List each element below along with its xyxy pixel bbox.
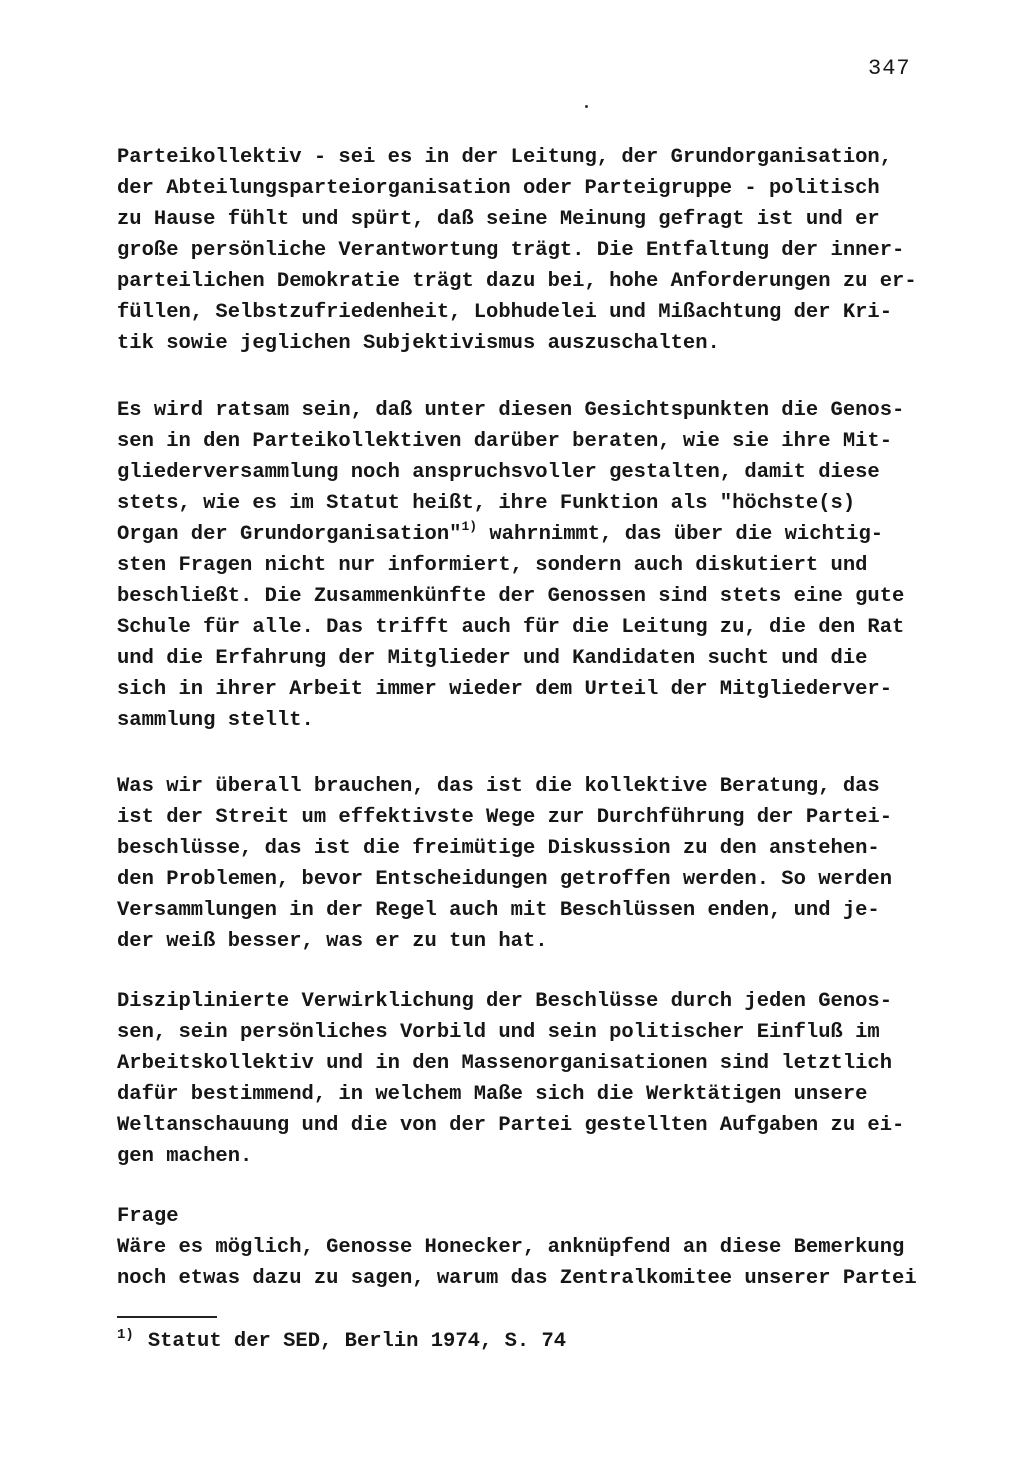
text-line: Wäre es möglich, Genosse Honecker, anknüpfend an diese Bemerkung	[117, 1236, 905, 1259]
text-line: sten Fragen nicht nur informiert, sondern auch diskutiert und	[117, 554, 868, 577]
footnote	[117, 1320, 566, 1357]
text-line: Schule für alle. Das trifft auch für die Leitung zu, die den Rat	[117, 616, 905, 639]
text-line: Weltanschauung und die von der Partei gestellten Aufgaben zu ei-	[117, 1114, 905, 1137]
text-line: der weiß besser, was er zu tun hat.	[117, 930, 548, 953]
text-line: Was wir überall brauchen, das ist die kollektive Beratung, das	[117, 775, 880, 798]
text-line: gen machen.	[117, 1145, 253, 1168]
text-line: Es wird ratsam sein, daß unter diesen Gesichtspunkten die Genos-	[117, 399, 905, 422]
text-line: große persönliche Verantwortung trägt. Die Entfaltung der inner-	[117, 239, 905, 262]
text-line: den Problemen, bevor Entscheidungen getroffen werden. So werden	[117, 868, 893, 891]
page-number: 347	[868, 56, 911, 81]
question-heading: Frage	[117, 1205, 179, 1228]
text-line: dafür bestimmend, in welchem Maße sich die Werktätigen unsere	[117, 1083, 868, 1106]
paragraph-2	[117, 395, 947, 736]
text-line: füllen, Selbstzufriedenheit, Lobhudelei und Mißachtung der Kri-	[117, 301, 893, 324]
paragraph-3	[117, 771, 947, 957]
text-line: sen, sein persönliches Vorbild und sein politischer Einfluß im	[117, 1021, 880, 1044]
text-line: sammlung stellt.	[117, 709, 314, 732]
text-line: sen in den Parteikollektiven darüber beraten, wie sie ihre Mit-	[117, 430, 893, 453]
text-line: zu Hause fühlt und spürt, daß seine Meinung gefragt ist und er	[117, 208, 880, 231]
footnote-reference: 1)	[461, 519, 478, 534]
scan-speck	[585, 105, 588, 108]
text-line: beschließt. Die Zusammenkünfte der Genossen sind stets eine gute	[117, 585, 905, 608]
footnote-divider	[117, 1316, 217, 1318]
text-line: Disziplinierte Verwirklichung der Beschlüsse durch jeden Genos-	[117, 990, 893, 1013]
text-line-with-footnote	[117, 519, 947, 550]
text-line: ist der Streit um effektivste Wege zur Durchführung der Partei-	[117, 806, 893, 829]
text-segment: wahrnimmt, das über die wichtig-	[477, 523, 884, 546]
text-line: und die Erfahrung der Mitglieder und Kandidaten sucht und die	[117, 647, 868, 670]
text-line: Parteikollektiv - sei es in der Leitung, der Grundorganisation,	[117, 146, 893, 169]
paragraph-4	[117, 986, 947, 1172]
text-line: noch etwas dazu zu sagen, warum das Zentralkomitee unserer Partei	[117, 1267, 917, 1290]
text-line: Arbeitskollektiv und in den Massenorganisationen sind letztlich	[117, 1052, 893, 1075]
text-segment: Organ der Grundorganisation"	[117, 523, 462, 546]
text-line: der Abteilungsparteiorganisation oder Parteigruppe - politisch	[117, 177, 880, 200]
text-line: tik sowie jeglichen Subjektivismus auszuschalten.	[117, 332, 720, 355]
text-line: Versammlungen in der Regel auch mit Beschlüssen enden, und je-	[117, 899, 880, 922]
paragraph-1	[117, 142, 947, 359]
text-line: sich in ihrer Arbeit immer wieder dem Urteil der Mitgliederver-	[117, 678, 893, 701]
text-line: parteilichen Demokratie trägt dazu bei, hohe Anforderungen zu er-	[117, 270, 917, 293]
footnote-mark: 1)	[117, 1327, 134, 1343]
text-line: beschlüsse, das ist die freimütige Diskussion zu den anstehen-	[117, 837, 880, 860]
text-line: gliederversammlung noch anspruchsvoller gestalten, damit diese	[117, 461, 880, 484]
text-line: stets, wie es im Statut heißt, ihre Funktion als "höchste(s)	[117, 492, 856, 515]
question-section	[117, 1201, 947, 1294]
footnote-text: Statut der SED, Berlin 1974, S. 74	[147, 1330, 567, 1353]
